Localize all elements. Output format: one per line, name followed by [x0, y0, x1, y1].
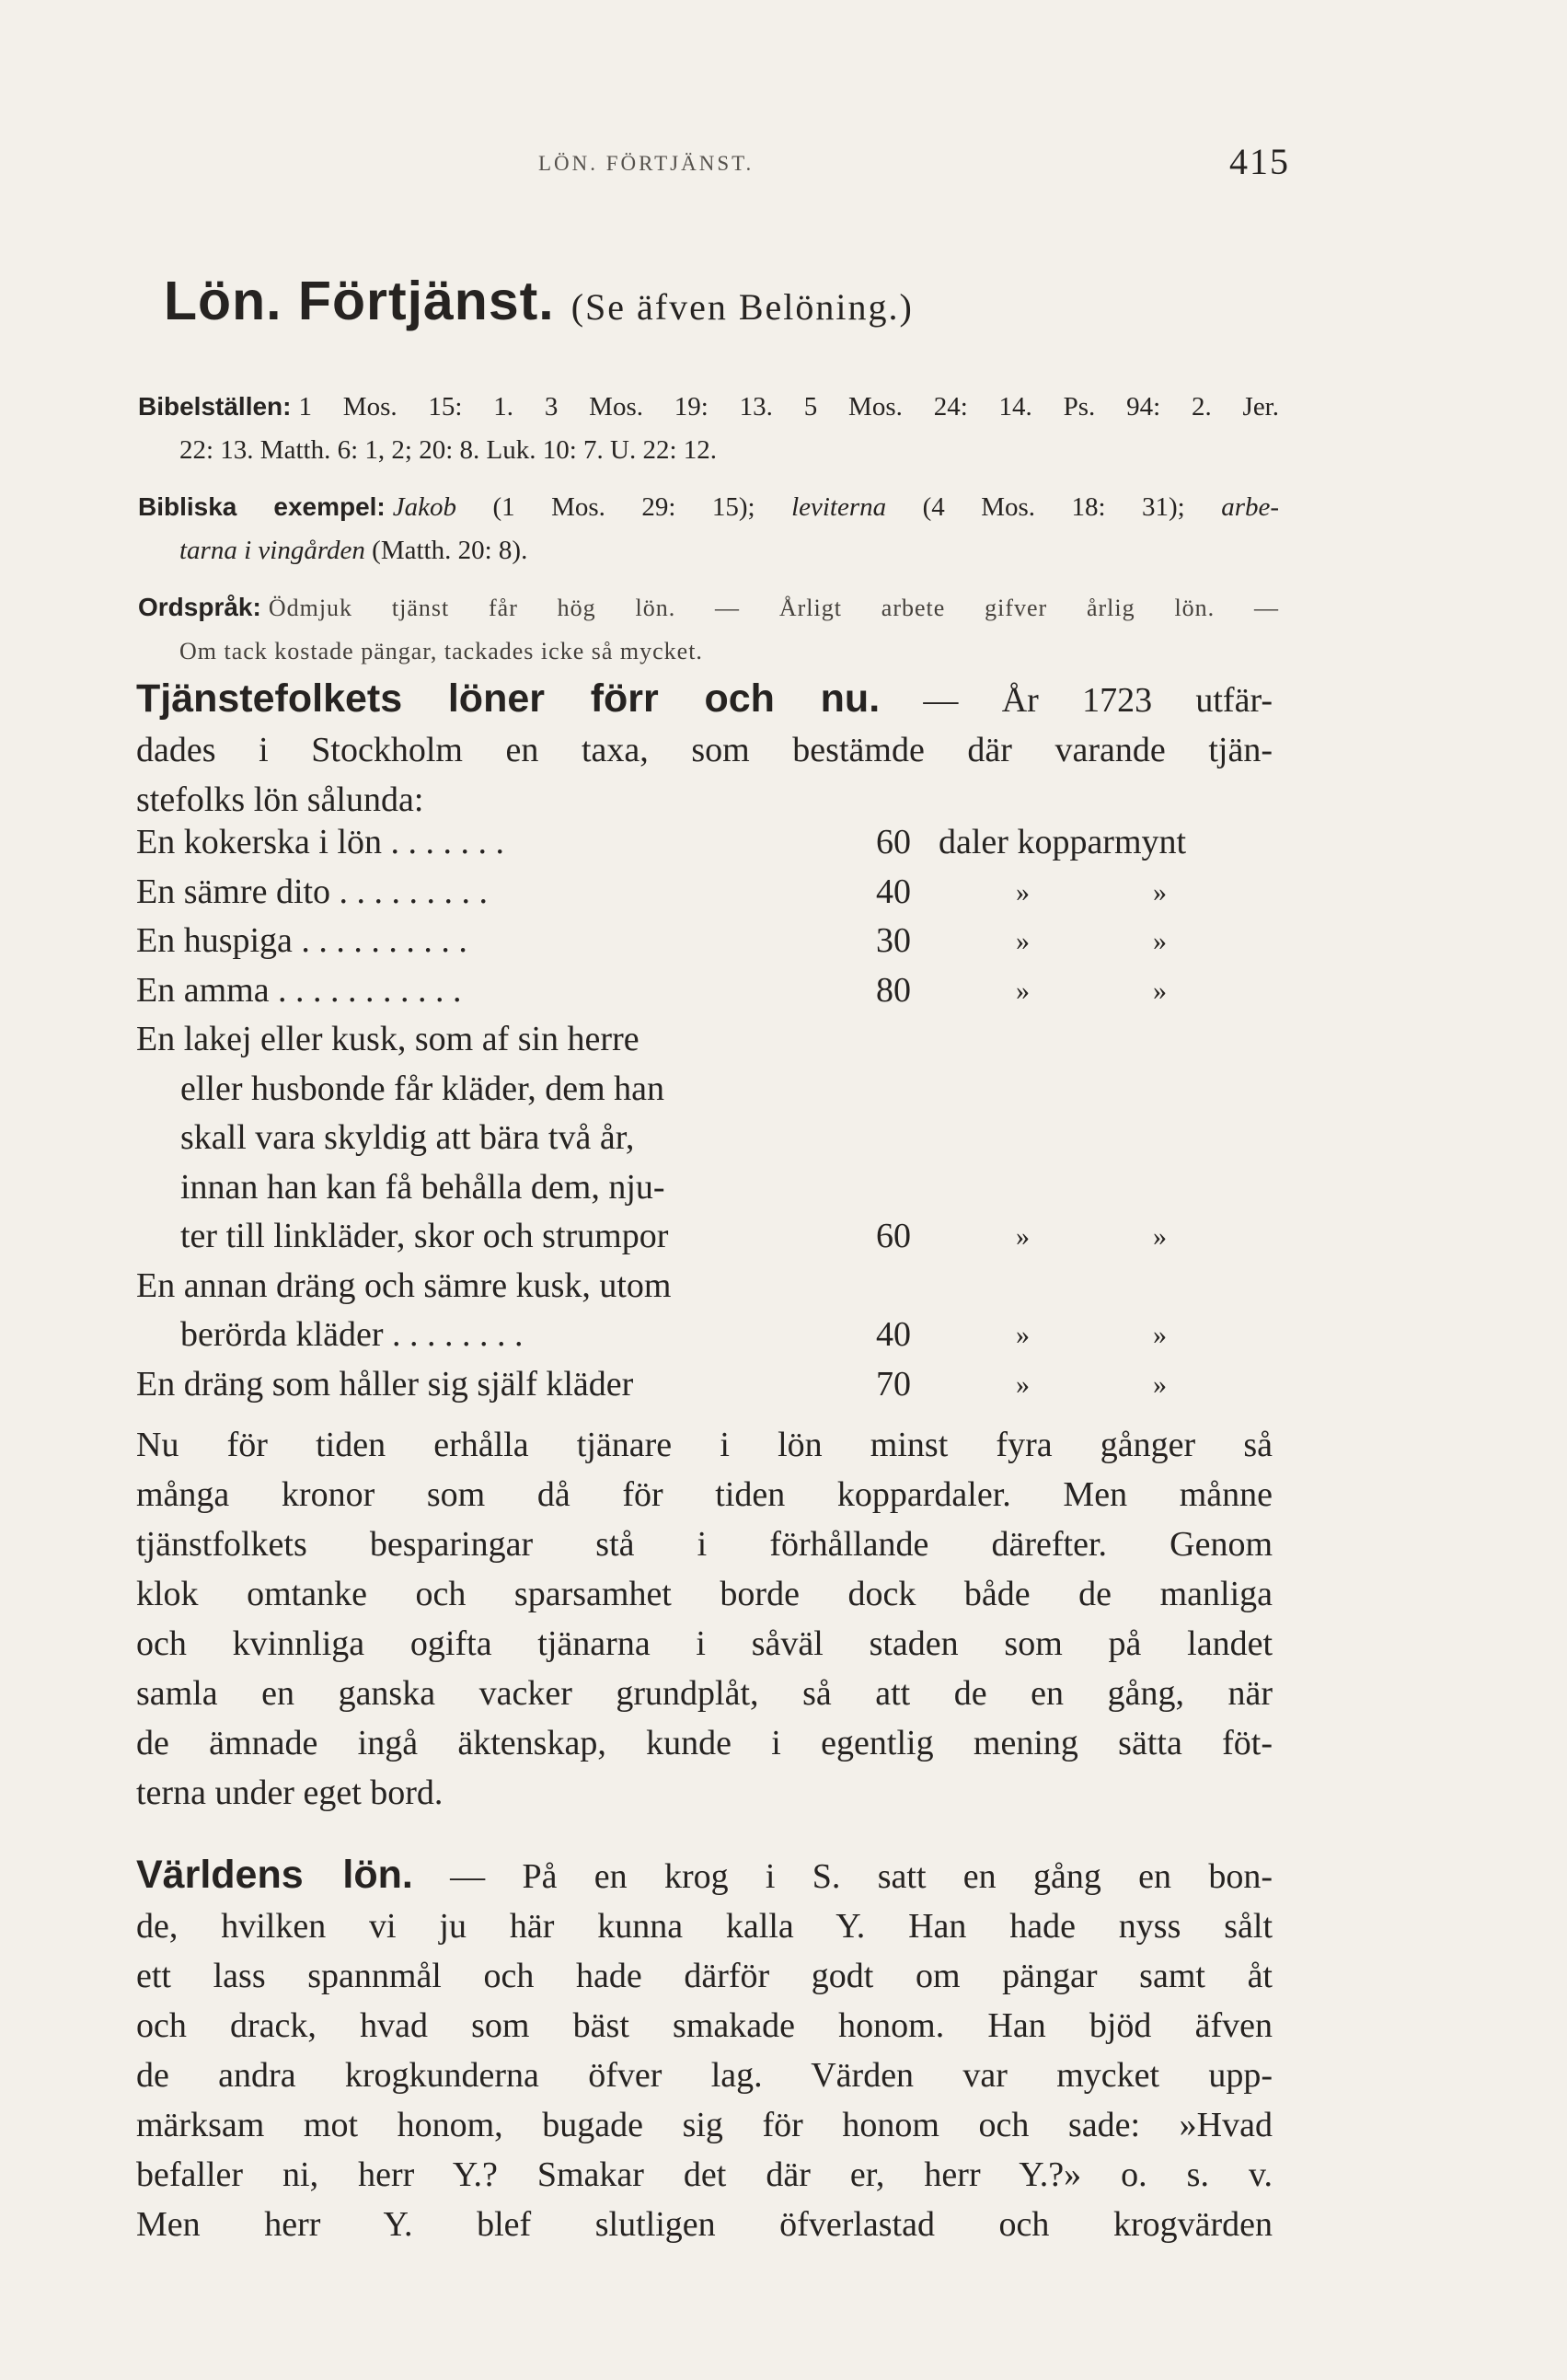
world-paragraph	[136, 1850, 1273, 2249]
bible-references	[138, 385, 1279, 472]
wage-description: berörda kläder . . . . . . . .	[180, 1315, 524, 1354]
proverbs-line-1: Ödmjuk tjänst får hög lön. — Årligt arbete gifver årlig lön. —	[268, 595, 1279, 621]
ditto-mark: »	[1016, 1320, 1030, 1350]
example-ref-2: (4 Mos. 18: 31);	[886, 492, 1222, 522]
ditto-mark: »	[1153, 926, 1167, 956]
running-head: LÖN. FÖRTJÄNST.	[538, 152, 755, 175]
wage-description: En dräng som håller sig själf kläder	[136, 1364, 634, 1404]
wage-description: En amma . . . . . . . . . . .	[136, 970, 462, 1010]
ditto-mark: »	[1153, 1320, 1167, 1350]
wage-row	[136, 1069, 1277, 1118]
conclusion-line: samla en ganska vacker grundplåt, så att de en gång, när	[136, 1674, 1273, 1713]
wage-row	[136, 1117, 1277, 1167]
page-number: 415	[1229, 141, 1290, 182]
servants-intro-line-1: — År 1723 utfär-	[880, 681, 1273, 720]
conclusion-line: tjänstfolkets besparingar stå i förhållande därefter. Genom	[136, 1525, 1273, 1564]
wage-row	[136, 1314, 1277, 1364]
wage-description: ter till linkläder, skor och strumpor	[180, 1217, 669, 1255]
wage-amount: 70	[876, 1364, 911, 1404]
wage-amount: 60	[876, 1217, 911, 1255]
servants-heading: Tjänstefolkets löner förr och nu.	[136, 676, 881, 721]
wage-amount: 80	[876, 970, 911, 1010]
see-also-note: (Se äfven Belöning.)	[570, 286, 914, 328]
wage-description: En lakej eller kusk, som af sin herre	[136, 1020, 639, 1058]
proverbs-line-2: Om tack kostade pängar, tackades icke så mycket.	[179, 638, 703, 664]
wage-description: skall vara skyldig att bära två år,	[180, 1118, 635, 1157]
wage-description: eller husbonde får kläder, dem han	[180, 1069, 665, 1108]
ditto-mark: »	[1016, 876, 1030, 907]
example-ref-3: (Matth. 20: 8).	[364, 536, 528, 565]
conclusion-line: de ämnade ingå äktenskap, kunde i egentlig mening sätta föt-	[136, 1724, 1273, 1762]
ditto-mark: »	[1016, 926, 1030, 956]
world-line: de, hvilken vi ju här kunna kalla Y. Han hade nyss sålt	[136, 1907, 1273, 1946]
bible-references-label: Bibelställen:	[138, 392, 292, 421]
example-arbetarna-2: tarna i vingården	[179, 536, 365, 565]
conclusion-line: Nu för tiden erhålla tjänare i lön minst fyra gånger så	[136, 1426, 1273, 1464]
wage-amount: 40	[876, 872, 911, 911]
wage-description: En annan dräng och sämre kusk, utom	[136, 1265, 672, 1305]
servants-paragraph	[136, 674, 1273, 825]
wage-description: En sämre dito . . . . . . . . .	[136, 872, 489, 911]
wage-row	[136, 822, 1277, 872]
bible-examples-label: Bibliska exempel:	[138, 492, 386, 521]
references-block	[138, 385, 1279, 673]
wage-row	[136, 1265, 1277, 1315]
example-jakob: Jakob	[392, 492, 457, 522]
servants-conclusion	[136, 1420, 1273, 1818]
bible-examples	[138, 485, 1279, 572]
wage-amount: 40	[876, 1315, 911, 1354]
ditto-mark: »	[1153, 1221, 1167, 1252]
ditto-mark: »	[1153, 975, 1167, 1006]
world-line: märksam mot honom, bugade sig för honom och sade: »Hvad	[136, 2106, 1273, 2144]
wage-description: En huspiga . . . . . . . . . .	[136, 921, 467, 960]
wage-row	[136, 1167, 1277, 1217]
wage-row	[136, 920, 1277, 970]
wage-description: En kokerska i lön . . . . . . .	[136, 823, 505, 861]
world-line: — På en krog i S. satt en gång en bon-	[412, 1857, 1273, 1896]
world-line: befaller ni, herr Y.? Smakar det där er, herr Y.?» o. s. v.	[136, 2155, 1273, 2194]
example-arbetarna-1: arbe-	[1221, 492, 1280, 522]
servants-intro-line-3: stefolks lön sålunda:	[136, 780, 424, 819]
section-title-text: Lön. Förtjänst.	[164, 271, 555, 331]
ditto-mark: »	[1153, 876, 1167, 907]
proverbs	[138, 585, 1279, 673]
example-ref-1: (1 Mos. 29: 15);	[456, 492, 792, 522]
wage-description: innan han kan få behålla dem, nju-	[180, 1167, 665, 1207]
wage-row	[136, 1364, 1277, 1414]
bible-references-line-1: 1 Mos. 15: 1. 3 Mos. 19: 13. 5 Mos. 24: 14. Ps. 94: 2. Jer.	[298, 392, 1279, 422]
ditto-mark: »	[1016, 1221, 1030, 1252]
conclusion-line: och kvinnliga ogifta tjänarna i såväl staden som på landet	[136, 1624, 1273, 1663]
example-leviterna: leviterna	[791, 492, 887, 522]
world-line: de andra krogkunderna öfver lag. Värden var mycket upp-	[136, 2056, 1273, 2095]
servants-intro-line-2: dades i Stockholm en taxa, som bestämde där varande tjän-	[136, 731, 1273, 769]
proverbs-label: Ordspråk:	[138, 593, 261, 621]
wage-amount: 30	[876, 921, 911, 960]
bible-references-line-2: 22: 13. Matth. 6: 1, 2; 20: 8. Luk. 10: 7. U. 22: 12.	[179, 435, 718, 465]
conclusion-line: klok omtanke och sparsamhet borde dock både de manliga	[136, 1575, 1273, 1613]
wage-amount: 60	[876, 823, 911, 861]
ditto-mark: »	[1153, 1369, 1167, 1400]
world-line: och drack, hvad som bäst smakade honom. Han bjöd äfven	[136, 2006, 1273, 2045]
world-line: ett lass spannmål och hade därför godt om pängar samt åt	[136, 1957, 1273, 1995]
wage-row	[136, 970, 1277, 1020]
ditto-mark: »	[1016, 1369, 1030, 1400]
wage-row	[136, 1019, 1277, 1069]
wage-unit: daler kopparmynt	[939, 823, 1187, 861]
wage-row	[136, 1216, 1277, 1265]
wage-row	[136, 872, 1277, 921]
world-line: Men herr Y. blef slutligen öfverlastad och krogvärden	[136, 2205, 1273, 2244]
conclusion-line: terna under eget bord.	[136, 1773, 444, 1812]
conclusion-line: många kronor som då för tiden koppardaler. Men månne	[136, 1475, 1273, 1514]
section-title	[164, 270, 914, 332]
world-heading: Världens lön.	[136, 1853, 413, 1897]
ditto-mark: »	[1016, 975, 1030, 1006]
wage-table	[136, 822, 1277, 1413]
